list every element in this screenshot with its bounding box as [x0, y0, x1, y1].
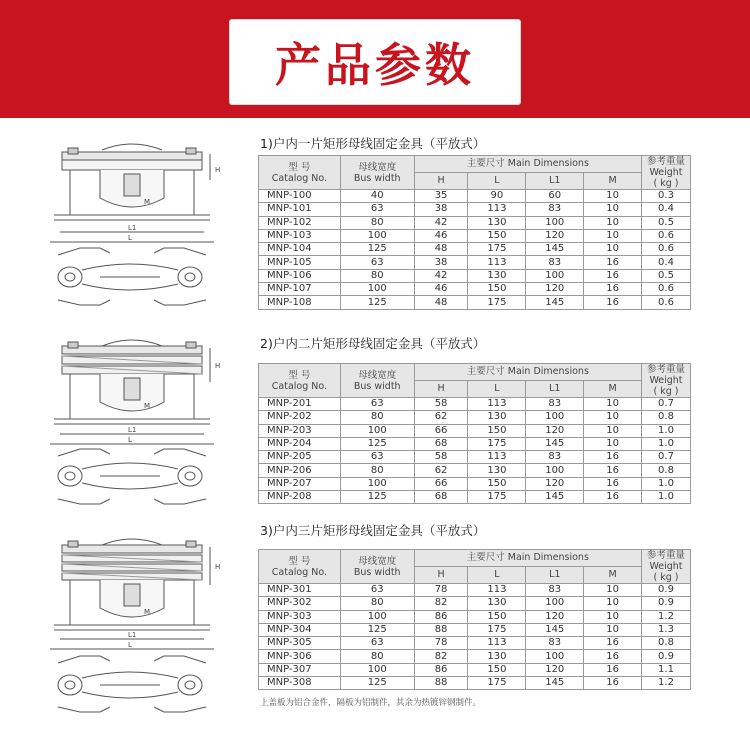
bus-width-cell: 100	[340, 477, 414, 490]
catalog-cell: MNP-204	[259, 437, 341, 450]
l1-cell: 120	[526, 610, 584, 623]
dim-h-label: H	[215, 362, 221, 370]
header-l1: L1	[526, 173, 584, 190]
weight-cell: 1.0	[642, 437, 691, 450]
table-row	[259, 650, 691, 663]
table-row	[259, 584, 691, 597]
h-cell: 58	[414, 398, 468, 411]
header-catalog: 型 号 Catalog No.	[259, 364, 341, 398]
header-l: L	[468, 567, 526, 584]
weight-cell: 0.5	[642, 216, 691, 229]
h-cell: 35	[414, 190, 468, 203]
header-weight: 参考重量 Weight ( kg )	[642, 156, 691, 190]
l-cell: 150	[468, 229, 526, 242]
catalog-cell: MNP-104	[259, 243, 341, 256]
m-cell: 10	[584, 398, 642, 411]
weight-cell: 0.6	[642, 243, 691, 256]
h-cell: 62	[414, 464, 468, 477]
l-cell: 113	[468, 584, 526, 597]
table-row	[259, 243, 691, 256]
catalog-cell: MNP-103	[259, 229, 341, 242]
h-cell: 86	[414, 663, 468, 676]
dim-h-label: H	[215, 166, 221, 174]
catalog-cell: MNP-303	[259, 610, 341, 623]
section-title: 1)户内一片矩形母线固定金具（平放式）	[260, 136, 486, 151]
fitting-drawing-two-piece	[40, 334, 230, 509]
m-cell: 16	[584, 283, 642, 296]
table-row	[259, 190, 691, 203]
l1-cell: 145	[526, 243, 584, 256]
bus-width-cell: 125	[340, 296, 414, 309]
spec-table-three-piece	[258, 549, 691, 690]
weight-cell: 0.8	[642, 637, 691, 650]
l1-cell: 100	[526, 597, 584, 610]
table-row	[259, 256, 691, 269]
catalog-cell: MNP-307	[259, 663, 341, 676]
h-cell: 68	[414, 491, 468, 504]
m-cell: 10	[584, 597, 642, 610]
h-cell: 42	[414, 269, 468, 282]
bus-width-cell: 63	[340, 451, 414, 464]
l-cell: 175	[468, 296, 526, 309]
header-bus-width: 母线宽度 Bus width	[340, 156, 414, 190]
h-cell: 58	[414, 451, 468, 464]
m-cell: 16	[584, 451, 642, 464]
section-title: 3)户内三片矩形母线固定金具（平放式）	[260, 523, 486, 538]
l1-cell: 120	[526, 663, 584, 676]
l1-cell: 145	[526, 296, 584, 309]
l1-cell: 145	[526, 677, 584, 690]
catalog-cell: MNP-207	[259, 477, 341, 490]
weight-cell: 1.0	[642, 424, 691, 437]
l-cell: 175	[468, 491, 526, 504]
h-cell: 48	[414, 296, 468, 309]
l1-cell: 100	[526, 216, 584, 229]
h-cell: 62	[414, 411, 468, 424]
bus-width-cell: 125	[340, 437, 414, 450]
l1-cell: 100	[526, 411, 584, 424]
weight-cell: 0.9	[642, 597, 691, 610]
banner-title-box	[230, 20, 520, 104]
m-cell: 16	[584, 677, 642, 690]
l1-cell: 120	[526, 477, 584, 490]
table-row	[259, 203, 691, 216]
l1-cell: 120	[526, 283, 584, 296]
table-row	[259, 663, 691, 676]
table-row	[259, 269, 691, 282]
m-cell: 16	[584, 464, 642, 477]
bus-width-cell: 80	[340, 269, 414, 282]
l1-cell: 100	[526, 650, 584, 663]
banner-title: 产品参数	[275, 38, 475, 92]
bus-width-cell: 80	[340, 650, 414, 663]
header-catalog: 型 号 Catalog No.	[259, 156, 341, 190]
l-cell: 150	[468, 610, 526, 623]
catalog-cell: MNP-206	[259, 464, 341, 477]
header-l1: L1	[526, 567, 584, 584]
m-cell: 16	[584, 477, 642, 490]
catalog-cell: MNP-308	[259, 677, 341, 690]
l-cell: 113	[468, 256, 526, 269]
table-row	[259, 623, 691, 636]
fitting-drawing-one-piece	[40, 140, 230, 310]
bus-width-cell: 63	[340, 584, 414, 597]
bus-width-cell: 63	[340, 203, 414, 216]
l-cell: 113	[468, 637, 526, 650]
m-cell: 16	[584, 491, 642, 504]
m-cell: 16	[584, 256, 642, 269]
weight-cell: 0.9	[642, 650, 691, 663]
l1-cell: 60	[526, 190, 584, 203]
table-row	[259, 229, 691, 242]
bus-width-cell: 100	[340, 283, 414, 296]
weight-cell: 1.0	[642, 477, 691, 490]
m-cell: 10	[584, 216, 642, 229]
table-row	[259, 398, 691, 411]
h-cell: 46	[414, 283, 468, 296]
bus-width-cell: 80	[340, 216, 414, 229]
weight-cell: 0.7	[642, 451, 691, 464]
catalog-cell: MNP-201	[259, 398, 341, 411]
table-row	[259, 677, 691, 690]
bus-width-cell: 100	[340, 663, 414, 676]
bus-width-cell: 40	[340, 190, 414, 203]
weight-cell: 0.5	[642, 269, 691, 282]
weight-cell: 1.2	[642, 610, 691, 623]
bus-width-cell: 125	[340, 491, 414, 504]
header-dimensions: 主要尺寸 Main Dimensions	[414, 550, 641, 567]
weight-cell: 0.8	[642, 464, 691, 477]
dim-l1-label: L1	[128, 224, 137, 232]
m-cell: 16	[584, 650, 642, 663]
h-cell: 78	[414, 584, 468, 597]
m-cell: 16	[584, 269, 642, 282]
weight-cell: 0.6	[642, 283, 691, 296]
l1-cell: 83	[526, 398, 584, 411]
catalog-cell: MNP-302	[259, 597, 341, 610]
catalog-cell: MNP-306	[259, 650, 341, 663]
bus-width-cell: 63	[340, 398, 414, 411]
bus-width-cell: 63	[340, 637, 414, 650]
l-cell: 150	[468, 477, 526, 490]
table-row	[259, 424, 691, 437]
l-cell: 113	[468, 203, 526, 216]
table-row	[259, 610, 691, 623]
catalog-cell: MNP-208	[259, 491, 341, 504]
l-cell: 130	[468, 650, 526, 663]
dim-h-label: H	[215, 563, 221, 571]
weight-cell: 1.1	[642, 663, 691, 676]
weight-cell: 1.2	[642, 677, 691, 690]
l-cell: 130	[468, 464, 526, 477]
l-cell: 130	[468, 269, 526, 282]
weight-cell: 0.7	[642, 398, 691, 411]
m-cell: 10	[584, 411, 642, 424]
h-cell: 46	[414, 229, 468, 242]
dim-m-label: M	[144, 608, 151, 616]
table-row	[259, 491, 691, 504]
l1-cell: 100	[526, 464, 584, 477]
catalog-cell: MNP-108	[259, 296, 341, 309]
header-dimensions: 主要尺寸 Main Dimensions	[414, 156, 641, 173]
h-cell: 66	[414, 477, 468, 490]
l-cell: 150	[468, 663, 526, 676]
bus-width-cell: 125	[340, 623, 414, 636]
bus-width-cell: 63	[340, 256, 414, 269]
table-row	[259, 464, 691, 477]
h-cell: 66	[414, 424, 468, 437]
footnote: 上盖板为铝合金件，隔板为铝制件，其余为热镀锌钢制件。	[260, 698, 482, 708]
bus-width-cell: 100	[340, 424, 414, 437]
table-row	[259, 451, 691, 464]
m-cell: 10	[584, 424, 642, 437]
header-h: H	[414, 567, 468, 584]
header-h: H	[414, 381, 468, 398]
dim-l-label: L	[128, 234, 132, 242]
spec-table-two-piece	[258, 363, 691, 504]
dim-l1-label: L1	[128, 426, 137, 434]
bus-width-cell: 125	[340, 677, 414, 690]
l-cell: 130	[468, 597, 526, 610]
catalog-cell: MNP-301	[259, 584, 341, 597]
bus-width-cell: 80	[340, 411, 414, 424]
catalog-cell: MNP-304	[259, 623, 341, 636]
table-row	[259, 283, 691, 296]
m-cell: 10	[584, 203, 642, 216]
header-h: H	[414, 173, 468, 190]
h-cell: 68	[414, 437, 468, 450]
table-row	[259, 411, 691, 424]
l-cell: 130	[468, 216, 526, 229]
m-cell: 10	[584, 584, 642, 597]
l1-cell: 83	[526, 256, 584, 269]
h-cell: 88	[414, 623, 468, 636]
bus-width-cell: 100	[340, 229, 414, 242]
h-cell: 38	[414, 203, 468, 216]
weight-cell: 1.3	[642, 623, 691, 636]
header-dimensions: 主要尺寸 Main Dimensions	[414, 364, 641, 381]
table-row	[259, 597, 691, 610]
catalog-cell: MNP-101	[259, 203, 341, 216]
bus-width-cell: 125	[340, 243, 414, 256]
m-cell: 10	[584, 623, 642, 636]
header-m: M	[584, 381, 642, 398]
table-row	[259, 216, 691, 229]
l1-cell: 145	[526, 491, 584, 504]
header-l: L	[468, 381, 526, 398]
catalog-cell: MNP-105	[259, 256, 341, 269]
h-cell: 88	[414, 677, 468, 690]
table-row	[259, 637, 691, 650]
header-m: M	[584, 567, 642, 584]
h-cell: 82	[414, 597, 468, 610]
dim-l-label: L	[128, 641, 132, 649]
dim-m-label: M	[144, 402, 151, 410]
m-cell: 16	[584, 637, 642, 650]
l1-cell: 120	[526, 424, 584, 437]
bus-width-cell: 80	[340, 464, 414, 477]
catalog-cell: MNP-203	[259, 424, 341, 437]
catalog-cell: MNP-305	[259, 637, 341, 650]
dim-m-label: M	[144, 198, 151, 206]
l1-cell: 83	[526, 451, 584, 464]
m-cell: 10	[584, 610, 642, 623]
l-cell: 150	[468, 424, 526, 437]
header-catalog: 型 号 Catalog No.	[259, 550, 341, 584]
h-cell: 42	[414, 216, 468, 229]
l-cell: 175	[468, 243, 526, 256]
h-cell: 82	[414, 650, 468, 663]
l1-cell: 120	[526, 229, 584, 242]
weight-cell: 0.8	[642, 411, 691, 424]
weight-cell: 0.9	[642, 584, 691, 597]
h-cell: 38	[414, 256, 468, 269]
m-cell: 16	[584, 296, 642, 309]
weight-cell: 0.6	[642, 229, 691, 242]
header-l1: L1	[526, 381, 584, 398]
dim-l-label: L	[128, 436, 132, 444]
l-cell: 90	[468, 190, 526, 203]
weight-cell: 0.6	[642, 296, 691, 309]
m-cell: 10	[584, 229, 642, 242]
fitting-drawing-three-piece	[40, 535, 230, 715]
weight-cell: 1.0	[642, 491, 691, 504]
l-cell: 150	[468, 283, 526, 296]
header-bus-width: 母线宽度 Bus width	[340, 550, 414, 584]
l-cell: 175	[468, 437, 526, 450]
weight-cell: 0.3	[642, 190, 691, 203]
h-cell: 78	[414, 637, 468, 650]
weight-cell: 0.4	[642, 256, 691, 269]
weight-cell: 0.4	[642, 203, 691, 216]
l-cell: 175	[468, 623, 526, 636]
catalog-cell: MNP-205	[259, 451, 341, 464]
catalog-cell: MNP-107	[259, 283, 341, 296]
section-title: 2)户内二片矩形母线固定金具（平放式）	[260, 336, 486, 351]
m-cell: 10	[584, 437, 642, 450]
h-cell: 48	[414, 243, 468, 256]
l1-cell: 83	[526, 637, 584, 650]
catalog-cell: MNP-106	[259, 269, 341, 282]
l1-cell: 145	[526, 623, 584, 636]
header-weight: 参考重量 Weight ( kg )	[642, 550, 691, 584]
l-cell: 175	[468, 677, 526, 690]
m-cell: 10	[584, 190, 642, 203]
header-m: M	[584, 173, 642, 190]
table-row	[259, 296, 691, 309]
header-weight: 参考重量 Weight ( kg )	[642, 364, 691, 398]
l1-cell: 145	[526, 437, 584, 450]
table-row	[259, 477, 691, 490]
m-cell: 16	[584, 663, 642, 676]
h-cell: 86	[414, 610, 468, 623]
l1-cell: 83	[526, 584, 584, 597]
catalog-cell: MNP-202	[259, 411, 341, 424]
l-cell: 113	[468, 451, 526, 464]
spec-table-one-piece	[258, 155, 691, 310]
l-cell: 130	[468, 411, 526, 424]
header-l: L	[468, 173, 526, 190]
dim-l1-label: L1	[128, 631, 137, 639]
bus-width-cell: 80	[340, 597, 414, 610]
header-banner	[0, 0, 750, 118]
catalog-cell: MNP-100	[259, 190, 341, 203]
header-bus-width: 母线宽度 Bus width	[340, 364, 414, 398]
l1-cell: 83	[526, 203, 584, 216]
table-row	[259, 437, 691, 450]
m-cell: 10	[584, 243, 642, 256]
bus-width-cell: 100	[340, 610, 414, 623]
catalog-cell: MNP-102	[259, 216, 341, 229]
l1-cell: 100	[526, 269, 584, 282]
l-cell: 113	[468, 398, 526, 411]
